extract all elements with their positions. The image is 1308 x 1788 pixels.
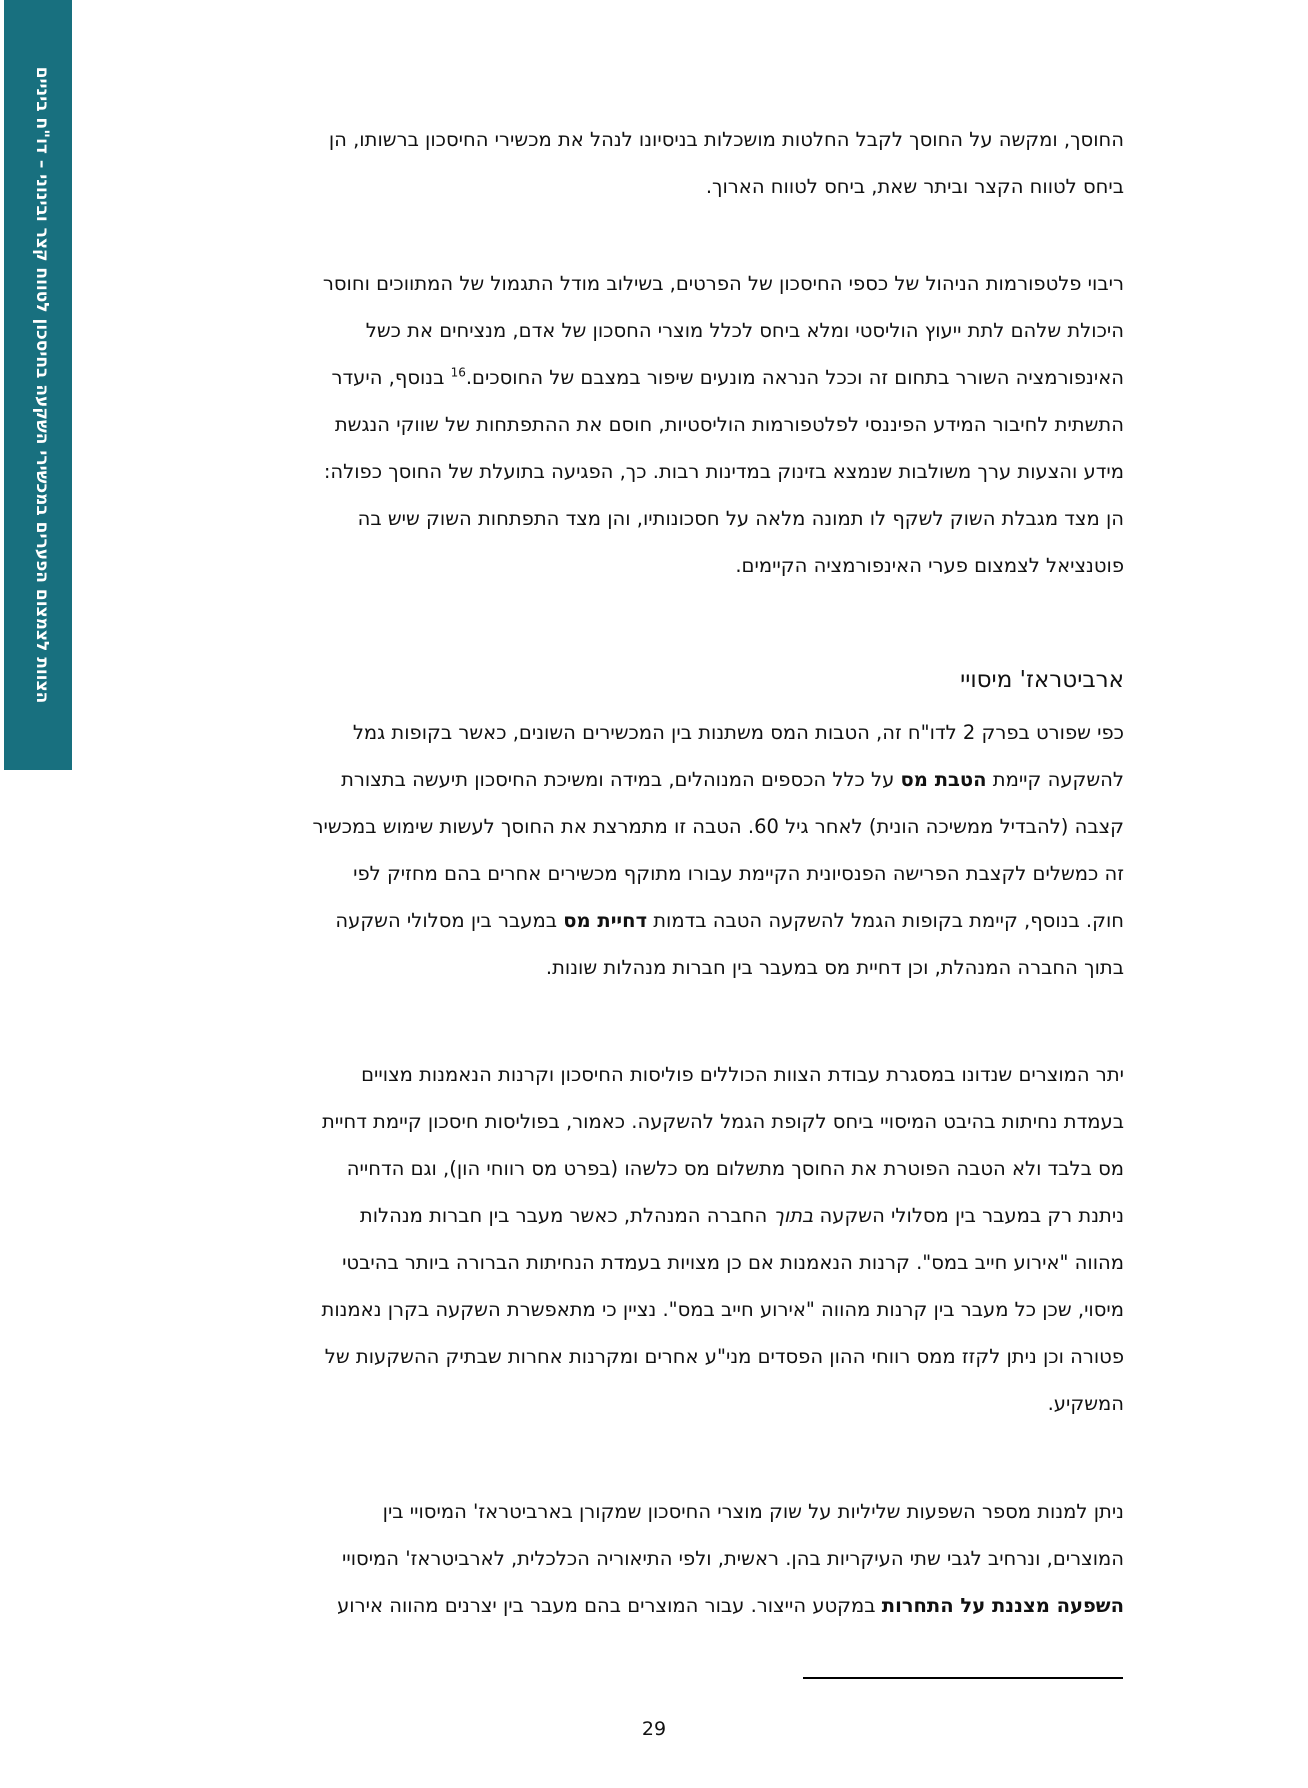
text-line: זה כמשלים לקצבת הפרישה הפנסיונית הקיימת עבורו מתוקף מכשירים אחרים בהם מחזיק לפי [353,862,1124,885]
bold-term: הטבת מס [900,768,987,791]
text-line: מידע והצעות ערך משולבות שנמצא בזינוק במדינות רבות. כך, הפגיעה בתועלת של החוסך כפולה: [323,460,1124,483]
text-line: מיסוי, שכן כל מעבר בין קרנות מהווה "אירוע חייב במס". נציין כי מתאפשרת השקעה בקרן נאמנות [321,1298,1124,1321]
text-line: המשקיע. [1047,1392,1124,1415]
side-band [4,0,72,770]
text-run: בנוסף, היעדר [331,366,451,389]
text-line: החוסך, ומקשה על החוסך לקבל החלטות מושכלות בניסיונו לנהל את מכשירי החיסכון ברשותו, הן [328,128,1124,151]
text-line: ריבוי פלטפורמות הניהול של כספי החיסכון של הפרטים, בשילוב מודל התגמול של המתווכים וחוסר [322,272,1124,295]
text-line [190,756,1124,803]
text-line: יתר המוצרים שנדונו במסגרת עבודת הצוות הכוללים פוליסות החיסכון וקרנות הנאמנות מצויים [361,1063,1124,1086]
paragraph-4 [190,1051,1124,1427]
text-line: מס בלבד ולא הטבה הפוטרת את החוסך מתשלום מס כלשהו (בפרט מס רווחי הון), וגם הדחייה [346,1157,1124,1180]
text-run: במקטע הייצור. עבור המוצרים בהם מעבר בין יצרנים מהווה אירוע [337,1594,882,1617]
text-line [190,1192,1124,1239]
text-run: על כלל הכספים המנוהלים, במידה ומשיכת החיסכון תיעשה בתצורת [341,768,901,791]
text-line: קצבה (להבדיל ממשיכה הונית) לאחר גיל 60. הטבה זו מתמרצת את החוסך לעשות שימוש במכשיר [312,815,1124,838]
text-line: ניתן למנות מספר השפעות שליליות על שוק מוצרי החיסכון שמקורן בארביטראז' המיסויי בין [382,1500,1124,1523]
text-line: ביחס לטווח הקצר וביתר שאת, ביחס לטווח הארוך. [705,175,1124,198]
text-line: התשתית לחיבור המידע הפיננסי לפלטפורמות הוליסטיות, חוסם את ההתפתחות של שווקי הנגשת [334,413,1124,436]
paragraph-3 [190,709,1124,991]
text-line [190,1582,1124,1629]
text-line: בתוך החברה המנהלת, וכן דחיית מס במעבר בין חברות מנהלות שונות. [545,956,1124,979]
text-line: פוטנציאל לצמצום פערי האינפורמציה הקיימים. [735,554,1124,577]
italic-term: בתוך [773,1204,814,1227]
text-run: במעבר בין מסלולי השקעה [335,909,564,932]
text-line [190,897,1124,944]
text-run: האינפורמציה השורר בתחום זה וככל הנראה מונעים שיפור במצבם של החוסכים. [465,366,1124,389]
text-line: בעמדת נחיתות בהיבט המיסויי ביחס לקופת הגמל להשקעה. כאמור, בפוליסות חיסכון קיימת דחיית [321,1110,1124,1133]
section-heading: ארביטראז' מיסויי [960,667,1124,693]
text-line: מהווה "אירוע חייב במס". קרנות הנאמנות אם כן מצויות בעמדת הנחיתות הברורה ביותר בהיבטי [342,1251,1124,1274]
text-run: חוק. בנוסף, קיימת בקופות הגמל להשקעה הטבה בדמות [647,909,1124,932]
text-run: ניתנת רק במעבר בין מסלולי השקעה [813,1204,1124,1227]
footnote-reference[interactable]: 16 [450,365,466,380]
page-number: 29 [641,1718,667,1740]
bold-term: דחיית מס [563,909,648,932]
text-line: המוצרים, ונרחיב לגבי שתי העיקריות בהן. ראשית, ולפי התיאוריה הכלכלית, לארביטראז' המיסויי [342,1547,1124,1570]
text-line: כפי שפורט בפרק 2 לדו"ח זה, הטבות המס משתנות בין המכשירים השונים, כאשר בקופות גמל [352,721,1124,744]
text-line [190,354,1124,401]
bold-term: השפעה מצננת על התחרות [881,1594,1124,1617]
text-line: הן מצד מגבלת השוק לשקף לו תמונה מלאה על חסכונותיו, והן מצד התפתחות השוק שיש בה [357,507,1124,530]
paragraph-5 [190,1488,1124,1629]
paragraph-1 [190,116,1124,210]
paragraph-2 [190,260,1124,589]
text-line: היכולת שלהם לתת ייעוץ הוליסטי ומלא ביחס לכלל מוצרי החסכון של אדם, מנציחים את כשל [365,319,1124,342]
text-line: פטורה וכן ניתן לקזז ממס רווחי ההון הפסדים מני"ע אחרים ומקרנות אחרות שבתיק ההשקעות של [324,1345,1124,1368]
text-run: החברה המנהלת, כאשר מעבר בין חברות מנהלות [359,1204,774,1227]
footnote-separator [803,1677,1123,1679]
text-run: להשקעה קיימת [986,768,1124,791]
running-header: הצוות לצמצום הפערים במכשירי השקעה בחיסכון לטווח קצר ובינוני – דו"ח ביניים [32,66,52,704]
